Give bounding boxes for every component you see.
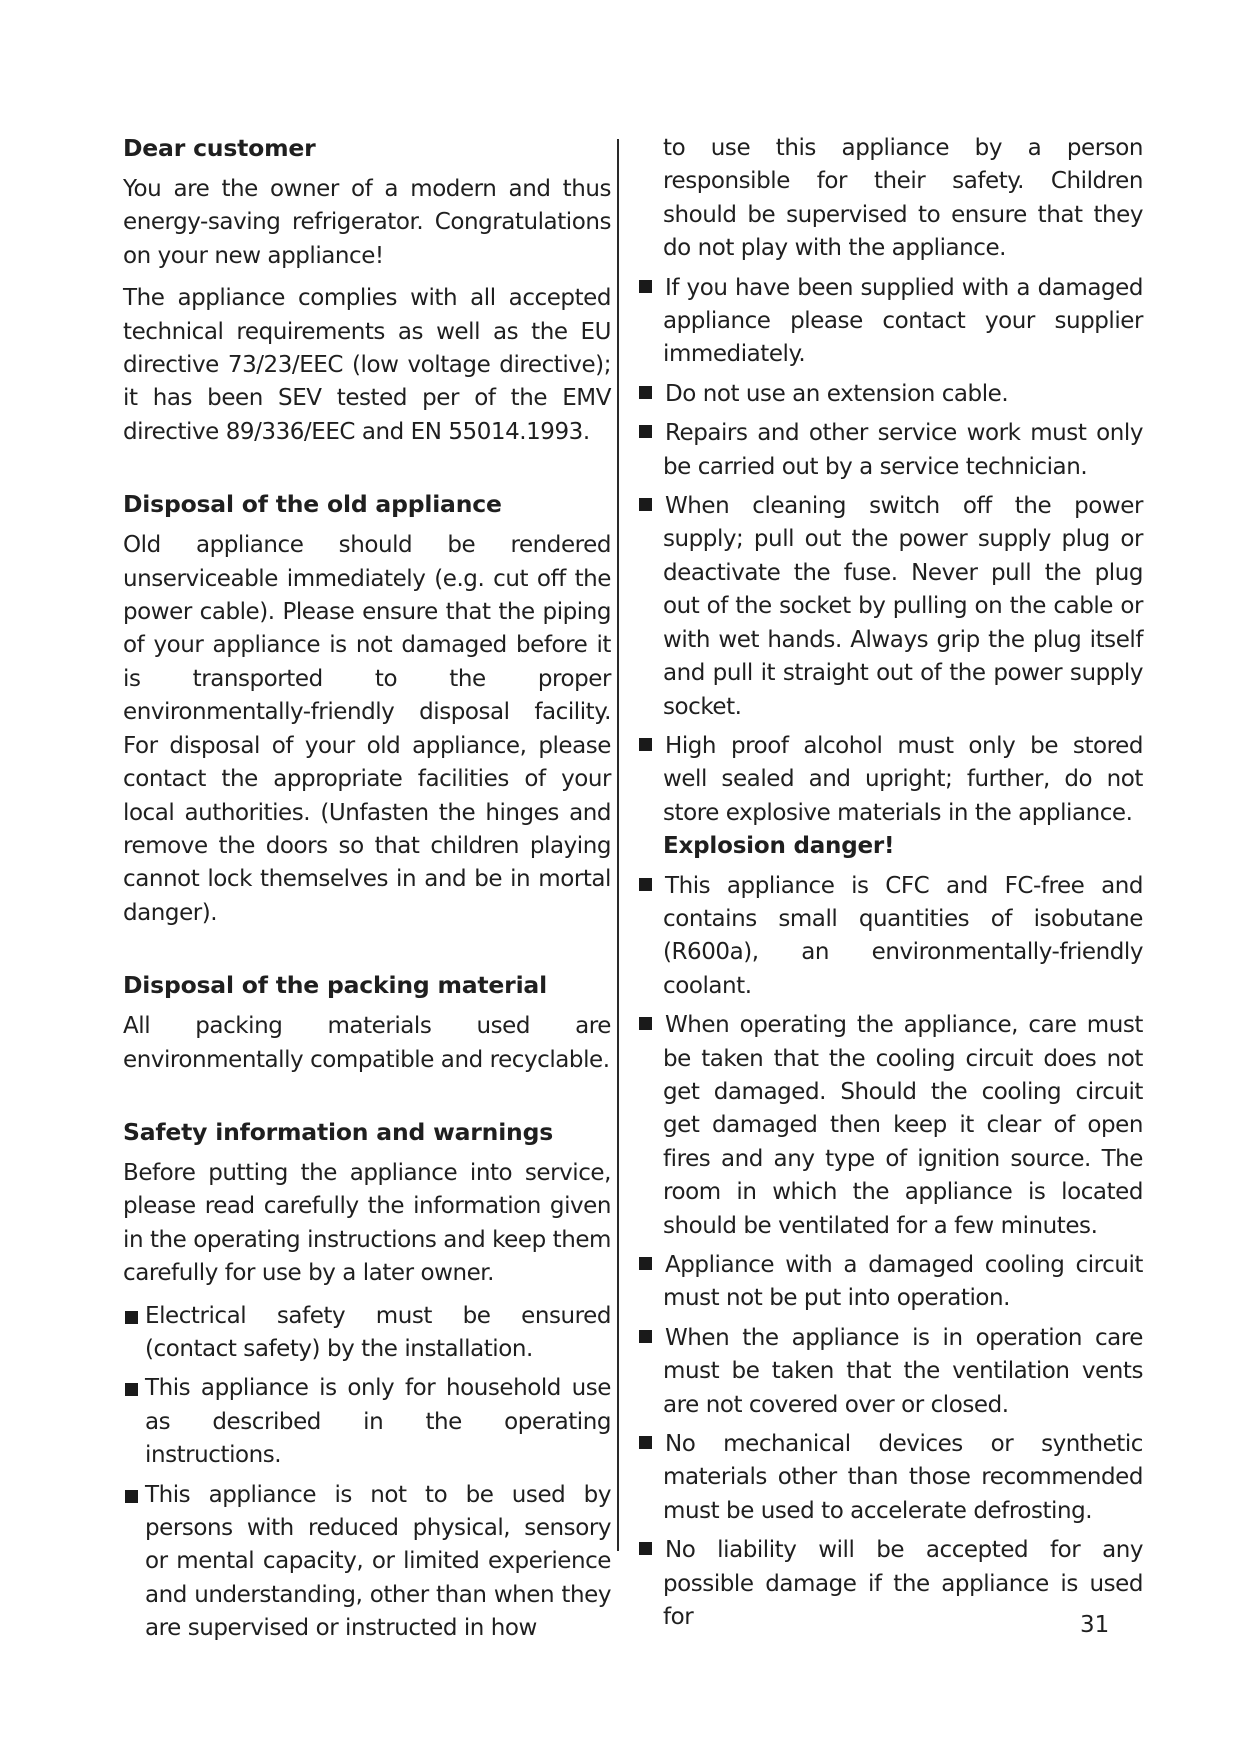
section-spacer [123, 458, 611, 488]
list-item [123, 1300, 611, 1367]
square-bullet-icon [125, 1383, 138, 1396]
section-spacer [123, 1086, 611, 1116]
safety-intro-paragraph: Before putting the appliance into service, please read carefully the information given in the operating instructions and keep them carefully for use by a later owner. [123, 1159, 611, 1287]
list-item [663, 417, 1143, 484]
continuation-paragraph: to use this appliance by a person responsible for their safety. Children should be supervised to ensure that they do not play with the appliance. [663, 135, 1143, 262]
list-item [663, 1322, 1143, 1422]
section-spacer [123, 939, 611, 969]
list-item [663, 1249, 1143, 1316]
list-item [663, 490, 1143, 724]
square-bullet-icon [639, 878, 652, 891]
square-bullet-icon [639, 1017, 652, 1030]
square-bullet-icon [639, 738, 652, 751]
list-item [663, 378, 1143, 411]
dear-customer-paragraph-1: You are the owner of a modern and thus energy-saving refrigerator. Congratulations on your new appliance! [123, 176, 611, 269]
list-item-text: No mechanical devices or synthetic materials other than those recommended must be used to accelerate defrosting. [663, 1431, 1143, 1524]
list-item-text: This appliance is CFC and FC-free and contains small quantities of isobutane (R600a), an environmentally-friendly coolant. [663, 872, 1143, 999]
heading-disposal-packing: Disposal of the packing material [123, 971, 547, 1000]
safety-bullet-list-left [123, 1300, 611, 1646]
square-bullet-icon [125, 1311, 138, 1324]
list-item [663, 1534, 1143, 1634]
list-item-text: When cleaning switch off the power supply; pull out the power supply plug or deactivate the fuse. Never pull the plug out of the socket by pulling on the cable or with wet hands. Always grip the plug itself and pull it straight out of the power supply socket. [663, 493, 1143, 720]
right-column [663, 132, 1143, 1640]
heading-safety-information: Safety information and warnings [123, 1117, 553, 1146]
list-item [663, 1428, 1143, 1528]
list-item [663, 1009, 1143, 1243]
square-bullet-icon [639, 425, 652, 438]
square-bullet-icon [639, 1257, 652, 1270]
square-bullet-icon [639, 386, 652, 399]
square-bullet-icon [639, 1330, 652, 1343]
list-item-text: Do not use an extension cable. [665, 380, 1009, 407]
list-item [663, 870, 1143, 1004]
square-bullet-icon [639, 1436, 652, 1449]
left-column [123, 132, 611, 1652]
column-divider [617, 139, 619, 1551]
heading-dear-customer: Dear customer [123, 134, 316, 162]
heading-disposal-old-appliance: Disposal of the old appliance [123, 490, 502, 519]
safety-bullet-list-right [663, 272, 1143, 1635]
dear-customer-paragraph-2: The appliance complies with all accepted technical requirements as well as the EU directive 73/23/EEC (low voltage directive); it has been SEV tested per of the EMV directive 89/336/EEC and EN 55014.1993. [123, 285, 611, 445]
list-item-text: High proof alcohol must only be stored well sealed and upright; further, do not store explosive materials in the appliance. [663, 732, 1143, 826]
list-item-text: Appliance with a damaged cooling circuit must not be put into operation. [663, 1252, 1143, 1312]
list-item-text: When the appliance is in operation care must be taken that the ventilation vents are not covered over or closed. [663, 1324, 1143, 1418]
list-item-text: This appliance is only for household use as described in the operating instructions. [145, 1375, 611, 1469]
list-item [663, 272, 1143, 372]
square-bullet-icon [639, 1542, 652, 1555]
list-item [123, 1372, 611, 1472]
list-item-text: This appliance is not to be used by persons with reduced physical, sensory or mental capacity, or limited experience and understanding, other than when they are supervised or instructed in how [145, 1481, 611, 1642]
list-item-text: Repairs and other service work must only be carried out by a service technician. [663, 420, 1143, 480]
list-item-text: If you have been supplied with a damaged appliance please contact your supplier immediately. [663, 274, 1143, 368]
square-bullet-icon [639, 280, 652, 293]
disposal-packing-paragraph: All packing materials used are environmentally compatible and recyclable. [123, 1013, 611, 1073]
list-item-text: When operating the appliance, care must be taken that the cooling circuit does not get damaged. Should the cooling circuit get damaged then keep it clear of open fires and any type of ignition source. The room in which the appliance is located should be ventilated for a few minutes. [663, 1012, 1143, 1239]
list-item-text: No liability will be accepted for any possible damage if the appliance is used for [663, 1537, 1143, 1631]
list-item [663, 730, 1143, 864]
list-item [123, 1479, 611, 1646]
explosion-danger-warning: Explosion danger! [663, 833, 895, 860]
list-item-text: Electrical safety must be ensured (contact safety) by the installation. [145, 1302, 611, 1362]
square-bullet-icon [125, 1490, 138, 1503]
page-number: 31 [1080, 1612, 1110, 1638]
square-bullet-icon [639, 498, 652, 511]
disposal-old-paragraph: Old appliance should be rendered unserviceable immediately (e.g. cut off the power cable). Please ensure that the piping of your appliance is not damaged before it is transported to the proper environmentally-friendly disposal facility. For disposal of your old appliance, please contact the appropriate facilities of your local authorities. (Unfasten the hinges and remove the doors so that children playing cannot lock themselves in and be in mortal danger). [123, 532, 611, 926]
